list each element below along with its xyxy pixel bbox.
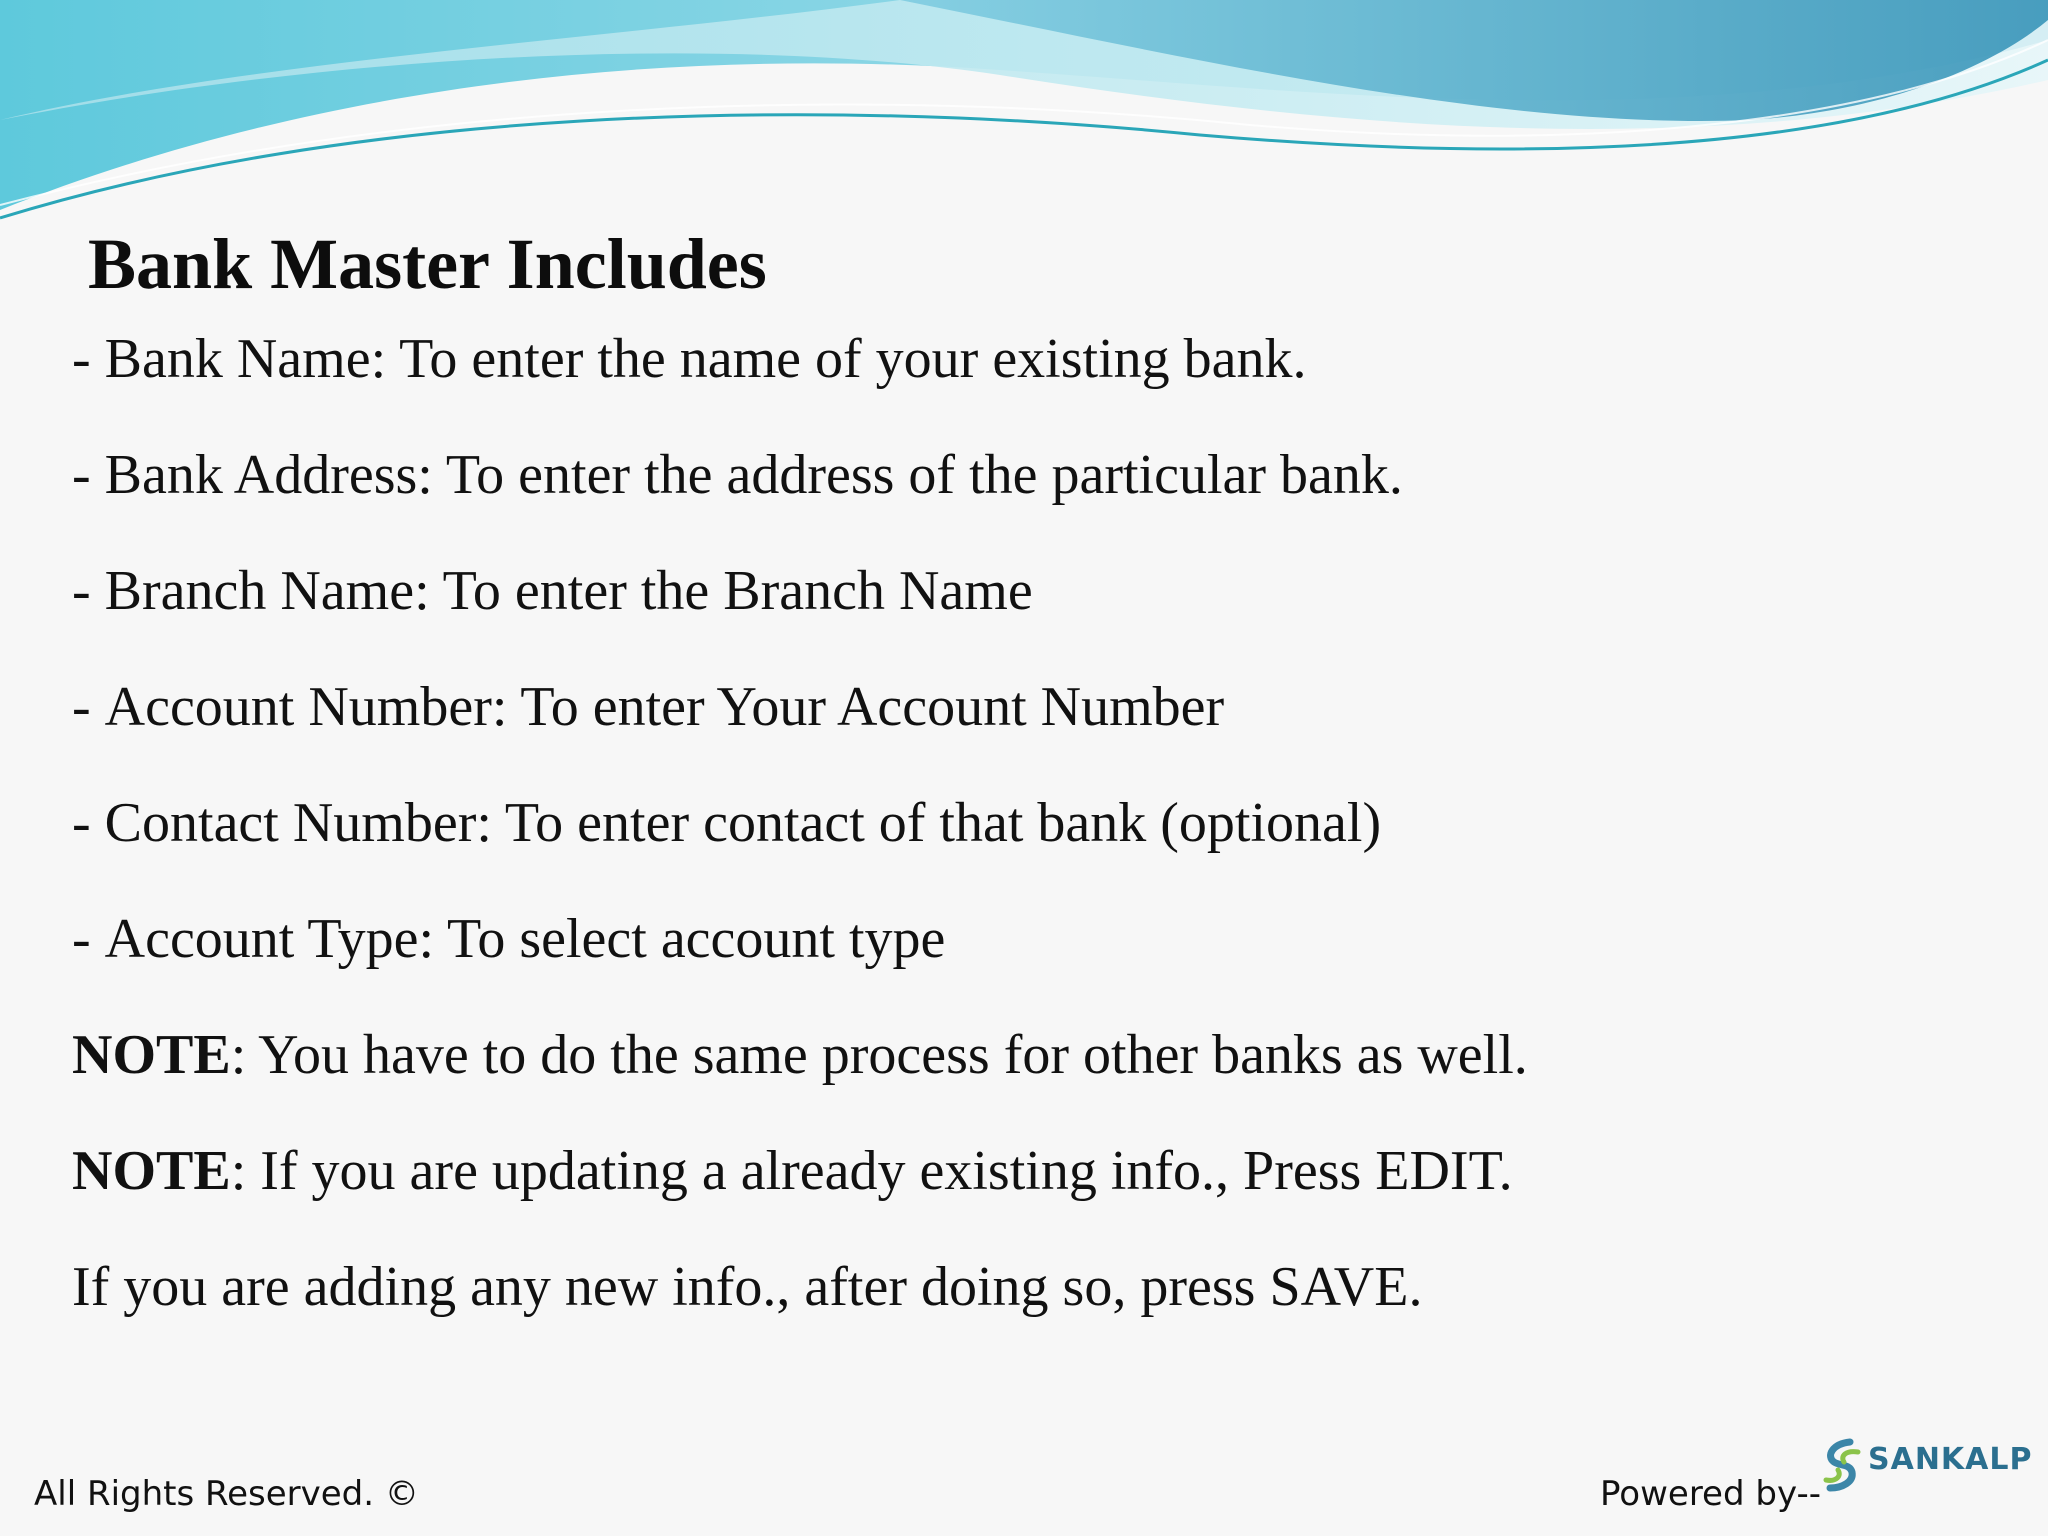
list-item-text: Branch Name: To enter the Branch Name [104, 560, 1033, 622]
list-item-text: Bank Name: To enter the name of your existing bank. [104, 328, 1307, 390]
note-text: : You have to do the same process for other banks as well. [230, 1024, 1528, 1086]
header-wave-decoration [0, 0, 2048, 240]
note-same-process [72, 1022, 1528, 1088]
list-item-text: Account Number: To enter Your Account Number [104, 676, 1225, 738]
list-item-text: Contact Number: To enter contact of that bank (optional) [104, 792, 1382, 854]
list-item-bank-name [72, 326, 1307, 392]
note-text: : If you are updating a already existing info., Press EDIT. [230, 1140, 1513, 1202]
list-dash: - [72, 908, 91, 970]
list-item-contact-number [72, 790, 1381, 856]
note-edit [72, 1138, 1513, 1204]
list-item-branch-name [72, 558, 1033, 624]
list-dash: - [72, 560, 91, 622]
list-dash: - [72, 328, 91, 390]
closing-instruction: If you are adding any new info., after doing so, press SAVE. [72, 1256, 1423, 1318]
footer-copyright: All Rights Reserved. © [34, 1474, 419, 1514]
list-dash: - [72, 676, 91, 738]
list-item-text: Account Type: To select account type [104, 908, 946, 970]
note-label: NOTE [72, 1140, 231, 1202]
note-label: NOTE [72, 1024, 231, 1086]
list-item-bank-address [72, 442, 1403, 508]
logo-text: SANKALP [1868, 1442, 2033, 1477]
list-dash: - [72, 792, 91, 854]
sankalp-swirl-icon [1820, 1438, 1864, 1494]
list-dash: - [72, 444, 91, 506]
list-item-account-type [72, 906, 945, 972]
list-item-text: Bank Address: To enter the address of the particular bank. [104, 444, 1403, 506]
footer-powered-by: Powered by-- [1600, 1474, 1821, 1514]
slide-title: Bank Master Includes [88, 224, 767, 304]
sankalp-logo [1820, 1436, 2033, 1512]
list-item-account-number [72, 674, 1224, 740]
